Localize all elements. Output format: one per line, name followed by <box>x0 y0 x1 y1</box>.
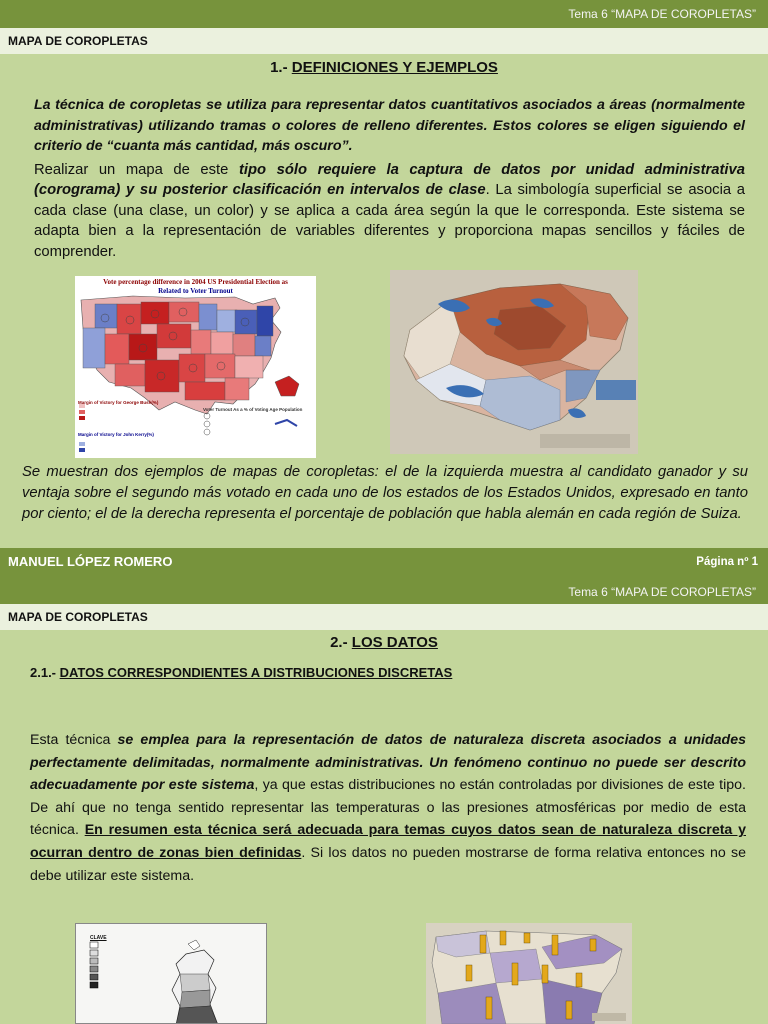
page1-header-bar <box>0 0 768 28</box>
discrete-data-paragraph <box>30 729 746 887</box>
p2-text-a: Esta técnica <box>30 732 118 748</box>
maps-caption: Se muestran dos ejemplos de mapas de coropletas: el de la izquierda muestra al candidato ganador y su ventaja sobre el segundo más votado en cada uno de los estados de los Estados Unidos, expresado en tanto por ciento; el de la derecha representa el porcentaje de población que habla alemán en cada región de Suiza. <box>22 464 748 523</box>
swiss-map-graphic <box>390 270 638 454</box>
swiss-language-map <box>390 270 638 454</box>
page2-title <box>0 634 768 651</box>
body-text-a: Realizar un mapa de este <box>34 162 239 178</box>
footer-author: MANUEL LÓPEZ ROMERO <box>8 554 173 569</box>
title-text: LOS DATOS <box>351 634 438 651</box>
us-map-title-line2: Related to Voter Turnout <box>158 287 233 295</box>
body-paragraph <box>34 160 745 262</box>
p2-text-c: , ya que estas distribuciones no están controladas por divisiones de este tipo. De ahí que no tenga sentido representar las temperaturas o las presiones atmosféricas por medio de esta técnica. <box>30 777 747 839</box>
page2-subtitle <box>30 665 452 680</box>
spain-map-graphic <box>426 923 632 1024</box>
page2-section-bar <box>0 604 768 630</box>
us-legend-bush: Margin of Victory for George Bush(%) <box>78 400 159 405</box>
title-number: 1.- <box>270 59 292 76</box>
header-topic: Tema 6 “MAPA DE COROPLETAS” <box>568 7 756 21</box>
intro-paragraph: La técnica de coropletas se utiliza para representar datos cuantitativos asociados a áreas (normalmente administrativas) utilizando tramas o colores de relleno diferentes. Estos colores se eligen siguiendo el criterio de “cuanta más cantidad, más oscuro”. <box>34 97 745 155</box>
spain-choropleth-map <box>426 923 632 1024</box>
title-text: DEFINICIONES Y EJEMPLOS <box>291 59 498 76</box>
us-election-map <box>75 276 316 458</box>
page2-header-bar <box>0 578 768 606</box>
subtitle-number: 2.1.- <box>30 665 60 680</box>
body-text-b: tipo sólo requiere la captura de datos por unidad administrativa (corograma) y su posterior clasificación en intervalos de clase <box>34 162 745 199</box>
p2-text-e: . Si los datos no pueden mostrarse de forma relativa entonces no se debe utilizar este sistema. <box>30 844 746 884</box>
us-legend-turnout: Voter Turnout As a % of Voting Age Population <box>203 407 303 412</box>
bw-choropleth-map <box>75 923 267 1024</box>
body-text-c: . La simbología superficial se asocia a cada clase (una clase, un color) y se aplica a cada área según la que le corresponda. Este sistema se adapta bien a la representación de variables diferentes y proporciona mapas sencillos y fáciles de comprender. <box>34 182 745 260</box>
page1-footer <box>0 548 768 578</box>
us-map-title-line1: Vote percentage difference in 2004 US Presidential Election as <box>103 278 288 286</box>
bw-map-legend-key: CLAVE <box>90 935 107 941</box>
p2-text-b: se emplea para la representación de datos de naturaleza discreta asociados a unidades perfectamente delimitadas, normalmente administrativas. Un fenómeno continuo no puede ser descrito adecuadamente por este sistema <box>30 732 746 794</box>
page1-section-bar <box>0 28 768 54</box>
section-label: MAPA DE COROPLETAS <box>8 34 148 48</box>
page1-title <box>0 59 768 76</box>
subtitle-text: DATOS CORRESPONDIENTES A DISTRIBUCIONES DISCRETAS <box>59 665 453 680</box>
title-number: 2.- <box>330 634 352 651</box>
header-topic: Tema 6 “MAPA DE COROPLETAS” <box>568 585 756 599</box>
p2-text-d: En resumen esta técnica será adecuada para temas cuyos datos sean de naturaleza discreta y ocurran dentro de zonas bien definidas <box>30 822 746 861</box>
section-label: MAPA DE COROPLETAS <box>8 610 148 624</box>
bw-map-graphic <box>76 924 267 1024</box>
footer-page-number: Página nº 1 <box>696 556 758 568</box>
us-legend-kerry: Margin of Victory for John Kerry(%) <box>78 432 154 437</box>
